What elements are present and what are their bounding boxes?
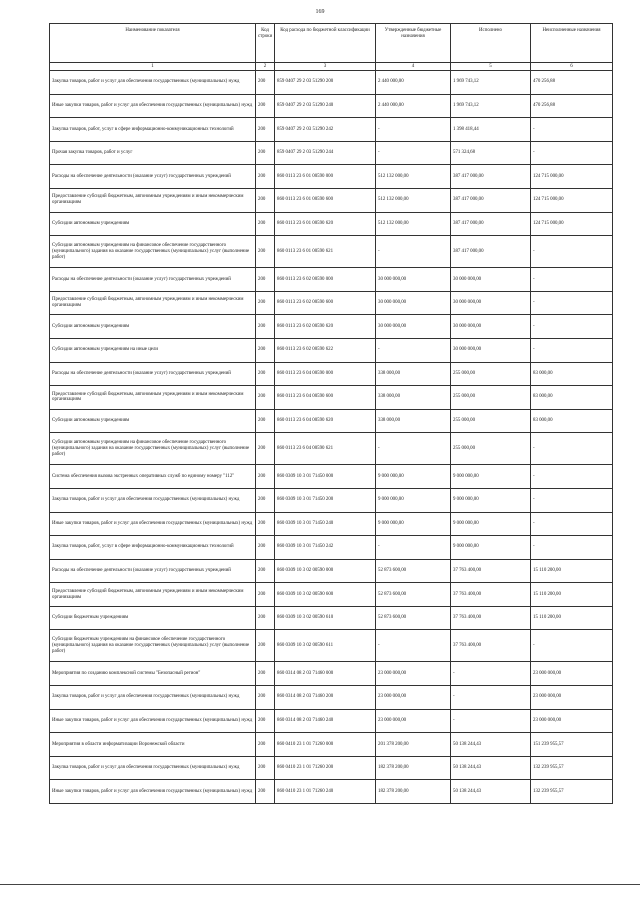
column-number: 3 xyxy=(275,63,376,71)
row-unexecuted-cell: 124 715 000,00 xyxy=(531,212,613,236)
table-body xyxy=(50,71,613,804)
row-executed-cell: 9 000 000,00 xyxy=(451,465,531,489)
row-code-cell: 200 xyxy=(256,291,275,315)
row-unexecuted-cell: 132 239 955,57 xyxy=(531,780,613,804)
table-row xyxy=(50,386,613,410)
row-code-cell: 200 xyxy=(256,362,275,386)
row-unexecuted-cell: - xyxy=(531,141,613,165)
row-name-cell: Предоставление субсидий бюджетным, автономным учреждениям и иным некоммерческим организациям xyxy=(50,386,256,410)
row-code-cell: 200 xyxy=(256,536,275,560)
column-number: 5 xyxy=(451,63,531,71)
row-name-cell: Прочая закупка товаров, работ и услуг xyxy=(50,141,256,165)
row-classification-cell: 860 0113 23 6 04 00590 621 xyxy=(275,433,376,465)
table-row xyxy=(50,606,613,630)
row-approved-cell: - xyxy=(376,433,451,465)
row-classification-cell: 860 0314 08 2 03 71460 240 xyxy=(275,709,376,733)
row-unexecuted-cell: 15 110 200,00 xyxy=(531,606,613,630)
row-approved-cell: - xyxy=(376,630,451,662)
row-classification-cell: 860 0309 10 3 01 71450 200 xyxy=(275,488,376,512)
row-classification-cell: 860 0309 10 3 01 71450 000 xyxy=(275,465,376,489)
row-name-cell: Закупка товаров, работ и услуг для обеспечения государственных (муниципальных) нужд xyxy=(50,686,256,710)
row-executed-cell: 255 000,00 xyxy=(451,362,531,386)
row-code-cell: 200 xyxy=(256,662,275,686)
row-unexecuted-cell: 23 000 000,00 xyxy=(531,686,613,710)
row-executed-cell: 30 000 000,00 xyxy=(451,315,531,339)
row-name-cell: Субсидии автономным учреждениям на финансовое обеспечение государственного (муниципального) задания на оказание государственных (муниципальных) услуг (выполнение работ) xyxy=(50,433,256,465)
table-row xyxy=(50,212,613,236)
row-unexecuted-cell: 15 110 200,00 xyxy=(531,559,613,583)
row-executed-cell: 571 324,68 xyxy=(451,141,531,165)
table-row xyxy=(50,733,613,757)
row-approved-cell: 30 000 000,00 xyxy=(376,291,451,315)
row-code-cell: 200 xyxy=(256,583,275,607)
row-approved-cell: 512 132 000,00 xyxy=(376,188,451,212)
row-unexecuted-cell: 470 256,88 xyxy=(531,71,613,95)
row-classification-cell: 860 0314 08 2 03 71460 200 xyxy=(275,686,376,710)
row-executed-cell: 387 417 000,00 xyxy=(451,188,531,212)
table-row xyxy=(50,536,613,560)
row-code-cell: 200 xyxy=(256,433,275,465)
row-approved-cell: 30 000 000,00 xyxy=(376,315,451,339)
table-row xyxy=(50,71,613,95)
page-bottom-rule xyxy=(0,884,640,885)
row-executed-cell: 50 138 244,43 xyxy=(451,733,531,757)
row-unexecuted-cell: - xyxy=(531,118,613,142)
row-unexecuted-cell: - xyxy=(531,465,613,489)
table-row xyxy=(50,488,613,512)
row-approved-cell: 338 000,00 xyxy=(376,409,451,433)
row-name-cell: Система обеспечения вызова экстренных оперативных служб по единому номеру "112" xyxy=(50,465,256,489)
row-approved-cell: 23 000 000,00 xyxy=(376,662,451,686)
row-approved-cell: 182 378 200,00 xyxy=(376,756,451,780)
column-number: 6 xyxy=(531,63,613,71)
row-classification-cell: 860 0113 23 6 01 00590 620 xyxy=(275,212,376,236)
row-executed-cell: - xyxy=(451,709,531,733)
row-classification-cell: 860 0309 10 3 02 00590 000 xyxy=(275,559,376,583)
row-executed-cell: 9 000 000,00 xyxy=(451,536,531,560)
row-code-cell: 200 xyxy=(256,733,275,757)
row-classification-cell: 860 0113 23 6 01 00590 621 xyxy=(275,236,376,268)
table-row xyxy=(50,433,613,465)
row-classification-cell: 860 0113 23 6 04 00590 000 xyxy=(275,362,376,386)
row-unexecuted-cell: 83 000,00 xyxy=(531,386,613,410)
table-row xyxy=(50,583,613,607)
row-code-cell: 200 xyxy=(256,141,275,165)
row-unexecuted-cell: 83 000,00 xyxy=(531,362,613,386)
budget-execution-table xyxy=(49,23,613,804)
row-approved-cell: 338 000,00 xyxy=(376,362,451,386)
row-name-cell: Мероприятия в области информатизации Воронежской области xyxy=(50,733,256,757)
row-classification-cell: 860 0113 23 6 02 00590 600 xyxy=(275,291,376,315)
row-name-cell: Предоставление субсидий бюджетным, автономным учреждениям и иным некоммерческим организациям xyxy=(50,583,256,607)
row-executed-cell: 37 763 400,00 xyxy=(451,606,531,630)
row-approved-cell: 23 000 000,00 xyxy=(376,709,451,733)
row-approved-cell: - xyxy=(376,236,451,268)
table-row xyxy=(50,756,613,780)
row-classification-cell: 860 0113 23 6 02 00590 622 xyxy=(275,338,376,362)
row-unexecuted-cell: - xyxy=(531,536,613,560)
row-classification-cell: 860 0309 10 3 02 00590 600 xyxy=(275,583,376,607)
row-executed-cell: 387 417 000,00 xyxy=(451,212,531,236)
row-classification-cell: 860 0113 23 6 01 00590 000 xyxy=(275,165,376,189)
row-code-cell: 200 xyxy=(256,212,275,236)
table-row xyxy=(50,662,613,686)
row-executed-cell: 387 417 000,00 xyxy=(451,165,531,189)
row-executed-cell: 1 969 743,12 xyxy=(451,94,531,118)
row-code-cell: 200 xyxy=(256,409,275,433)
row-name-cell: Иные закупки товаров, работ и услуг для обеспечения государственных (муниципальных) нужд xyxy=(50,780,256,804)
row-executed-cell: 37 763 400,00 xyxy=(451,630,531,662)
row-unexecuted-cell: 132 239 955,57 xyxy=(531,756,613,780)
row-code-cell: 200 xyxy=(256,465,275,489)
row-unexecuted-cell: - xyxy=(531,291,613,315)
column-number-row xyxy=(50,63,613,71)
row-code-cell: 200 xyxy=(256,118,275,142)
row-code-cell: 200 xyxy=(256,606,275,630)
row-classification-cell: 860 0309 10 3 02 00590 610 xyxy=(275,606,376,630)
row-classification-cell: 860 0113 23 6 02 00590 620 xyxy=(275,315,376,339)
row-unexecuted-cell: 124 715 000,00 xyxy=(531,165,613,189)
column-number: 4 xyxy=(376,63,451,71)
row-classification-cell: 860 0309 10 3 01 71450 242 xyxy=(275,536,376,560)
row-approved-cell: 9 000 000,00 xyxy=(376,512,451,536)
table-row xyxy=(50,409,613,433)
row-classification-cell: 859 0407 29 2 03 51290 240 xyxy=(275,94,376,118)
table-row xyxy=(50,118,613,142)
row-code-cell: 200 xyxy=(256,512,275,536)
column-number: 2 xyxy=(256,63,275,71)
header-approved: Утвержденные бюджетные назначения xyxy=(376,24,451,63)
row-executed-cell: - xyxy=(451,686,531,710)
row-code-cell: 200 xyxy=(256,488,275,512)
table-row xyxy=(50,94,613,118)
row-approved-cell: 338 000,00 xyxy=(376,386,451,410)
row-name-cell: Иные закупки товаров, работ и услуг для обеспечения государственных (муниципальных) нужд xyxy=(50,94,256,118)
table-row xyxy=(50,512,613,536)
row-name-cell: Предоставление субсидий бюджетным, автономным учреждениям и иным некоммерческим организациям xyxy=(50,188,256,212)
row-code-cell: 200 xyxy=(256,386,275,410)
row-approved-cell: 52 873 600,00 xyxy=(376,559,451,583)
row-classification-cell: 860 0309 10 3 02 00590 611 xyxy=(275,630,376,662)
row-approved-cell: 512 132 000,00 xyxy=(376,212,451,236)
row-code-cell: 200 xyxy=(256,559,275,583)
row-name-cell: Расходы на обеспечение деятельности (оказание услуг) государственных учреждений xyxy=(50,165,256,189)
row-executed-cell: 1 398 418,44 xyxy=(451,118,531,142)
row-executed-cell: 255 000,00 xyxy=(451,433,531,465)
row-executed-cell: 30 000 000,00 xyxy=(451,338,531,362)
table-row xyxy=(50,315,613,339)
row-executed-cell: 255 000,00 xyxy=(451,409,531,433)
row-name-cell: Закупка товаров, работ и услуг для обеспечения государственных (муниципальных) нужд xyxy=(50,756,256,780)
row-executed-cell: 387 417 000,00 xyxy=(451,236,531,268)
row-name-cell: Иные закупки товаров, работ и услуг для обеспечения государственных (муниципальных) нужд xyxy=(50,512,256,536)
row-code-cell: 200 xyxy=(256,71,275,95)
row-name-cell: Расходы на обеспечение деятельности (оказание услуг) государственных учреждений xyxy=(50,362,256,386)
row-code-cell: 200 xyxy=(256,686,275,710)
row-executed-cell: 255 000,00 xyxy=(451,386,531,410)
header-class-code: Код расхода по бюджетной классификации xyxy=(275,24,376,63)
row-classification-cell: 860 0410 23 1 01 71260 000 xyxy=(275,733,376,757)
row-unexecuted-cell: 151 239 955,57 xyxy=(531,733,613,757)
row-approved-cell: 2 440 000,00 xyxy=(376,71,451,95)
row-code-cell: 200 xyxy=(256,780,275,804)
table-row xyxy=(50,559,613,583)
row-classification-cell: 859 0407 29 2 03 51290 242 xyxy=(275,118,376,142)
table-row xyxy=(50,236,613,268)
row-code-cell: 200 xyxy=(256,630,275,662)
row-classification-cell: 860 0410 23 1 01 71260 200 xyxy=(275,756,376,780)
row-code-cell: 200 xyxy=(256,709,275,733)
row-executed-cell: 37 763 400,00 xyxy=(451,583,531,607)
column-number: 1 xyxy=(50,63,256,71)
row-code-cell: 200 xyxy=(256,338,275,362)
table-row xyxy=(50,165,613,189)
row-code-cell: 200 xyxy=(256,188,275,212)
row-executed-cell: 9 000 000,00 xyxy=(451,512,531,536)
table-row xyxy=(50,709,613,733)
table-row xyxy=(50,630,613,662)
row-name-cell: Субсидии автономным учреждениям на иные цели xyxy=(50,338,256,362)
row-unexecuted-cell: - xyxy=(531,315,613,339)
row-name-cell: Иные закупки товаров, работ и услуг для обеспечения государственных (муниципальных) нужд xyxy=(50,709,256,733)
row-executed-cell: 50 138 244,43 xyxy=(451,780,531,804)
row-name-cell: Расходы на обеспечение деятельности (оказание услуг) государственных учреждений xyxy=(50,559,256,583)
table-row xyxy=(50,686,613,710)
row-name-cell: Субсидии автономным учреждениям на финансовое обеспечение государственного (муниципального) задания на оказание государственных (муниципальных) услуг (выполнение работ) xyxy=(50,236,256,268)
row-unexecuted-cell: 470 256,88 xyxy=(531,94,613,118)
row-approved-cell: - xyxy=(376,141,451,165)
row-executed-cell: 1 969 743,12 xyxy=(451,71,531,95)
row-code-cell: 200 xyxy=(256,94,275,118)
table-row xyxy=(50,362,613,386)
page-number: 169 xyxy=(315,9,325,15)
row-executed-cell: 37 763 400,00 xyxy=(451,559,531,583)
row-unexecuted-cell: - xyxy=(531,433,613,465)
table-row xyxy=(50,465,613,489)
row-approved-cell: 512 132 000,00 xyxy=(376,165,451,189)
row-approved-cell: - xyxy=(376,118,451,142)
row-approved-cell: - xyxy=(376,338,451,362)
row-classification-cell: 859 0407 29 2 03 51290 244 xyxy=(275,141,376,165)
header-name: Наименование показателя xyxy=(50,24,256,63)
row-approved-cell: - xyxy=(376,536,451,560)
row-approved-cell: 2 440 000,00 xyxy=(376,94,451,118)
row-name-cell: Субсидии бюджетным учреждениям xyxy=(50,606,256,630)
row-unexecuted-cell: - xyxy=(531,236,613,268)
row-classification-cell: 860 0113 23 6 04 00590 600 xyxy=(275,386,376,410)
row-classification-cell: 860 0314 08 2 03 71460 000 xyxy=(275,662,376,686)
header-row-code: Код строки xyxy=(256,24,275,63)
row-code-cell: 200 xyxy=(256,236,275,268)
row-executed-cell: 9 000 000,00 xyxy=(451,488,531,512)
row-unexecuted-cell: - xyxy=(531,338,613,362)
row-code-cell: 200 xyxy=(256,315,275,339)
row-classification-cell: 860 0309 10 3 01 71450 240 xyxy=(275,512,376,536)
table-row xyxy=(50,141,613,165)
row-name-cell: Субсидии автономным учреждениям xyxy=(50,315,256,339)
row-unexecuted-cell: 83 000,00 xyxy=(531,409,613,433)
row-approved-cell: 201 378 200,00 xyxy=(376,733,451,757)
table-row xyxy=(50,188,613,212)
header-unexecuted: Неисполненные назначения xyxy=(531,24,613,63)
header-row xyxy=(50,24,613,63)
table-row xyxy=(50,291,613,315)
row-unexecuted-cell: 15 110 200,00 xyxy=(531,583,613,607)
row-unexecuted-cell: - xyxy=(531,512,613,536)
row-name-cell: Закупка товаров, работ и услуг для обеспечения государственных (муниципальных) нужд xyxy=(50,488,256,512)
row-approved-cell: 52 873 600,00 xyxy=(376,583,451,607)
table-row xyxy=(50,268,613,292)
row-approved-cell: 9 000 000,00 xyxy=(376,465,451,489)
row-approved-cell: 23 000 000,00 xyxy=(376,686,451,710)
row-code-cell: 200 xyxy=(256,165,275,189)
row-code-cell: 200 xyxy=(256,268,275,292)
row-name-cell: Расходы на обеспечение деятельности (оказание услуг) государственных учреждений xyxy=(50,268,256,292)
row-executed-cell: 50 138 244,43 xyxy=(451,756,531,780)
row-name-cell: Мероприятия по созданию комплексной системы "Безопасный регион" xyxy=(50,662,256,686)
row-executed-cell: 30 000 000,00 xyxy=(451,291,531,315)
row-unexecuted-cell: - xyxy=(531,488,613,512)
row-name-cell: Субсидии автономным учреждениям xyxy=(50,409,256,433)
row-classification-cell: 860 0410 23 1 01 71260 240 xyxy=(275,780,376,804)
header-executed: Исполнено xyxy=(451,24,531,63)
row-executed-cell: - xyxy=(451,662,531,686)
row-unexecuted-cell: 23 000 000,00 xyxy=(531,709,613,733)
row-name-cell: Субсидии бюджетным учреждениям на финансовое обеспечение государственного (муниципального) задания на оказание государственных (муниципальных) услуг (выполнение работ) xyxy=(50,630,256,662)
row-code-cell: 200 xyxy=(256,756,275,780)
row-name-cell: Закупка товаров, работ, услуг в сфере информационно-коммуникационных технологий xyxy=(50,118,256,142)
row-executed-cell: 30 000 000,00 xyxy=(451,268,531,292)
row-classification-cell: 859 0407 29 2 03 51290 200 xyxy=(275,71,376,95)
row-classification-cell: 860 0113 23 6 01 00590 600 xyxy=(275,188,376,212)
row-unexecuted-cell: 23 000 000,00 xyxy=(531,662,613,686)
row-approved-cell: 30 000 000,00 xyxy=(376,268,451,292)
row-name-cell: Субсидии автономным учреждениям xyxy=(50,212,256,236)
row-name-cell: Предоставление субсидий бюджетным, автономным учреждениям и иным некоммерческим организациям xyxy=(50,291,256,315)
row-name-cell: Закупка товаров, работ, услуг в сфере информационно-коммуникационных технологий xyxy=(50,536,256,560)
table-row xyxy=(50,780,613,804)
row-unexecuted-cell: - xyxy=(531,268,613,292)
table-row xyxy=(50,338,613,362)
row-name-cell: Закупка товаров, работ и услуг для обеспечения государственных (муниципальных) нужд xyxy=(50,71,256,95)
row-unexecuted-cell: 124 715 000,00 xyxy=(531,188,613,212)
row-classification-cell: 860 0113 23 6 02 00590 000 xyxy=(275,268,376,292)
row-unexecuted-cell: - xyxy=(531,630,613,662)
row-classification-cell: 860 0113 23 6 04 00590 620 xyxy=(275,409,376,433)
row-approved-cell: 182 378 200,00 xyxy=(376,780,451,804)
row-approved-cell: 52 873 600,00 xyxy=(376,606,451,630)
row-approved-cell: 9 000 000,00 xyxy=(376,488,451,512)
